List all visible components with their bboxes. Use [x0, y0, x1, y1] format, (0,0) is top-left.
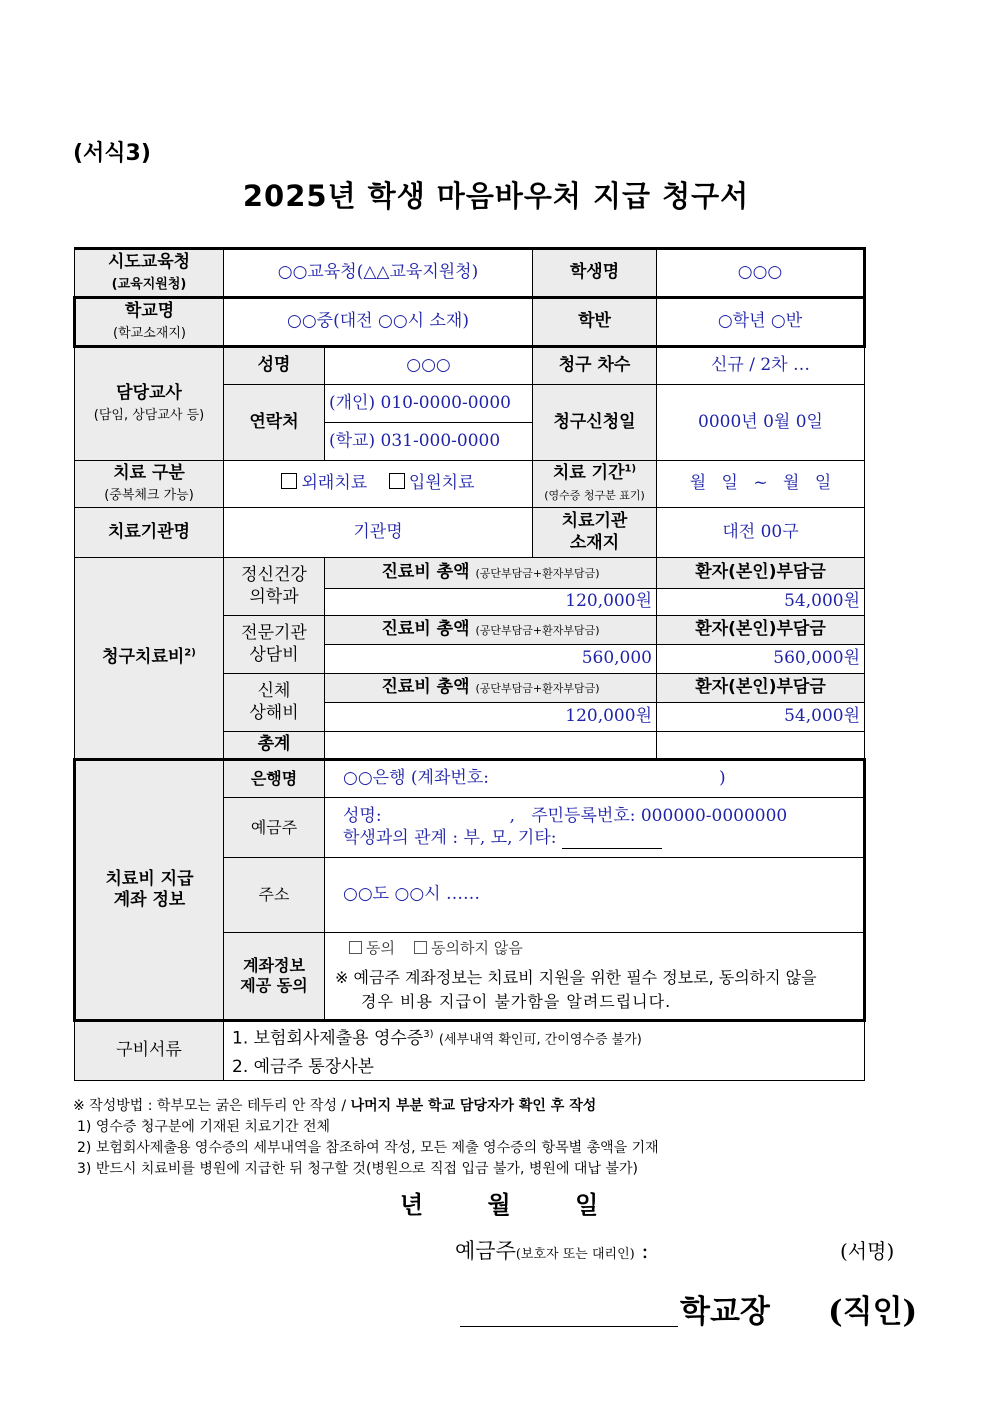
- outpatient-label: 외래치료: [301, 473, 368, 494]
- bank-label: 은행명: [224, 760, 325, 798]
- principal-title: 학교장: [680, 1294, 770, 1330]
- agree-checkbox[interactable]: [349, 941, 362, 954]
- fee-row-1-total[interactable]: 120,000원: [325, 589, 657, 616]
- fee-row-2-total[interactable]: 560,000: [325, 645, 657, 674]
- treatment-type-label: 치료 구분 (중복체크 가능): [75, 461, 224, 508]
- date-line: 년 월 일: [400, 1190, 599, 1219]
- docs-label: 구비서류: [75, 1021, 224, 1081]
- fee-sum-label: 총계: [224, 732, 325, 760]
- teacher-label: 담당교사 (담임, 상담교사 등): [75, 347, 224, 461]
- fee-sum-total[interactable]: [325, 732, 657, 760]
- fee-patient-header-1: 환자(본인)부담금: [657, 558, 865, 589]
- edu-office-value[interactable]: ○○교육청(△△교육지원청): [224, 249, 533, 298]
- fee-row-3-total[interactable]: 120,000원: [325, 703, 657, 732]
- fee-patient-header-3: 환자(본인)부담금: [657, 674, 865, 703]
- teacher-name-label: 성명: [224, 347, 325, 385]
- writing-notes: ※ 작성방법 : 학부모는 굵은 테두리 안 작성 / 나머지 부분 학교 담당자가 확인 후 작성 1) 영수증 청구분에 기재된 치료기간 전체 2) 보험회사제출용 영수증의 세부내역을 참조하여 작성, 모든 제출 영수증의 항목별 총액을 기재 3) 반드시 치료비를 병원에 지급한 뒤 청구할 것(병원으로 직접 입금 불가, 병원에 대납 불가): [73, 1098, 659, 1177]
- docs-list: 1. 보험회사제출용 영수증$^{3)}$ (세부내역 확인可, 간이영수증 불가) 2. 예금주 통장사본: [224, 1021, 865, 1081]
- fees-label: 청구치료비$^{2)}$: [75, 558, 224, 760]
- agree-label: 동의: [366, 939, 395, 957]
- depositor-signature-line: 예금주(보호자 또는 대리인) :: [455, 1239, 649, 1263]
- holder-label: 예금주: [224, 798, 325, 858]
- signature-mark: (서명): [840, 1239, 895, 1263]
- consent-note: ※ 예금주 계좌정보는 치료비 지원을 위한 필수 정보로, 동의하지 않을 경우 비용 지급이 불가함을 알려드립니다.: [335, 967, 817, 1011]
- class-label: 학반: [533, 298, 657, 347]
- disagree-label: 동의하지 않음: [431, 939, 523, 957]
- institution-label: 치료기관명: [75, 508, 224, 558]
- fee-row-3-patient[interactable]: 54,000원: [657, 703, 865, 732]
- teacher-name-value[interactable]: ○○○: [325, 347, 533, 385]
- fee-row-1-name: 정신건강 의학과: [224, 558, 325, 616]
- address-value[interactable]: ○○도 ○○시 ……: [325, 858, 865, 933]
- treatment-period-value[interactable]: 월 일 ~ 월 일: [657, 461, 865, 508]
- holder-value[interactable]: 성명: , 주민등록번호: 000000-0000000 학생과의 관계 : 부, 모, 기타:: [325, 798, 865, 858]
- claim-form-table: [73, 247, 866, 1081]
- inpatient-label: 입원치료: [408, 473, 475, 494]
- fee-patient-header-2: 환자(본인)부담금: [657, 616, 865, 645]
- claim-date-label: 청구신청일: [533, 385, 657, 461]
- bank-value[interactable]: ○○은행 (계좌번호: ): [325, 760, 865, 798]
- student-name-value[interactable]: ○○○: [657, 249, 865, 298]
- outpatient-checkbox[interactable]: [281, 473, 297, 489]
- contact-school[interactable]: (학교) 031-000-0000: [325, 423, 533, 461]
- account-label: 치료비 지급 계좌 정보: [75, 760, 224, 1021]
- school-label: 학교명 (학교소재지): [75, 298, 224, 347]
- fee-row-2-name: 전문기관 상담비: [224, 616, 325, 674]
- inpatient-checkbox[interactable]: [389, 473, 405, 489]
- fee-row-1-patient[interactable]: 54,000원: [657, 589, 865, 616]
- student-name-label: 학생명: [533, 249, 657, 298]
- fee-total-header-2: 진료비 총액 (공단부담금+환자부담금): [325, 616, 657, 645]
- claim-count-value[interactable]: 신규 / 2차 …: [657, 347, 865, 385]
- principal-signature-line[interactable]: [460, 1325, 678, 1327]
- fee-row-2-patient[interactable]: 560,000원: [657, 645, 865, 674]
- fee-total-header-1: 진료비 총액 (공단부담금+환자부담금): [325, 558, 657, 589]
- institution-location-label: 치료기관 소재지: [533, 508, 657, 558]
- disagree-checkbox[interactable]: [414, 941, 427, 954]
- contact-personal[interactable]: (개인) 010-0000-0000: [325, 385, 533, 423]
- form-number: (서식3): [73, 141, 151, 166]
- treatment-period-label: 치료 기간$^{1)}$ (영수증 청구분 표기): [533, 461, 657, 508]
- school-value[interactable]: ○○중(대전 ○○시 소재): [224, 298, 533, 347]
- consent-cell: [325, 933, 865, 1021]
- contact-label: 연락처: [224, 385, 325, 461]
- official-seal-mark: (직인): [828, 1294, 918, 1330]
- form-title: 2025년 학생 마음바우처 지급 청구서: [242, 179, 750, 213]
- edu-office-label: 시도교육청 (교육지원청): [75, 249, 224, 298]
- fee-total-header-3: 진료비 총액 (공단부담금+환자부담금): [325, 674, 657, 703]
- address-label: 주소: [224, 858, 325, 933]
- treatment-type-options: [224, 461, 533, 508]
- claim-date-value[interactable]: 0000년 0월 0일: [657, 385, 865, 461]
- institution-value[interactable]: 기관명: [224, 508, 533, 558]
- institution-location-value[interactable]: 대전 00구: [657, 508, 865, 558]
- fee-row-3-name: 신체 상해비: [224, 674, 325, 732]
- class-value[interactable]: ○학년 ○반: [657, 298, 865, 347]
- fee-sum-patient[interactable]: [657, 732, 865, 760]
- consent-label: 계좌정보 제공 동의: [224, 933, 325, 1021]
- claim-count-label: 청구 차수: [533, 347, 657, 385]
